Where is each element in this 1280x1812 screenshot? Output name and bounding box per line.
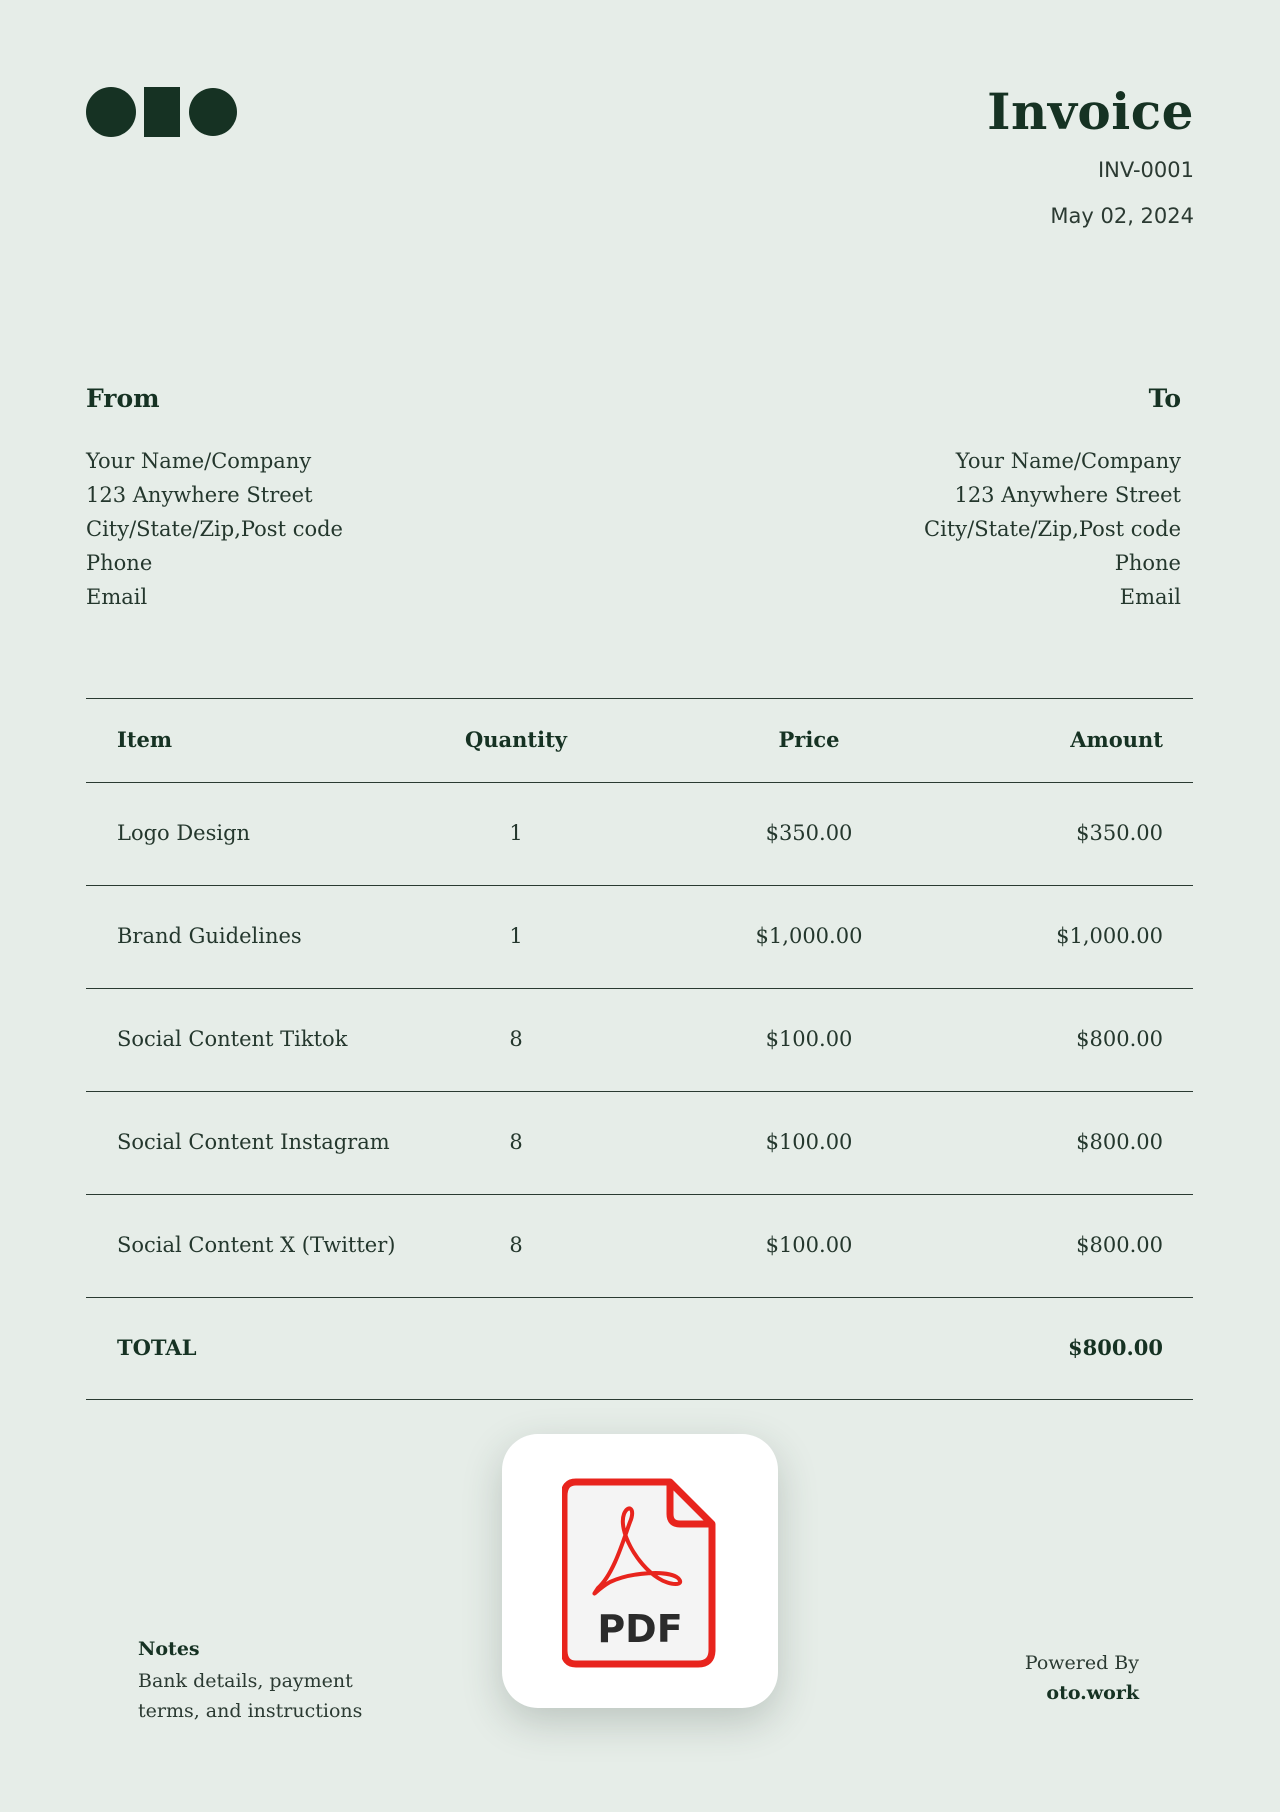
row-amount: $800.00 bbox=[1076, 1130, 1163, 1154]
header-quantity: Quantity bbox=[464, 727, 568, 752]
row-item: Social Content Tiktok bbox=[117, 1027, 348, 1051]
company-logo bbox=[86, 86, 238, 138]
row-price: $100.00 bbox=[765, 1027, 853, 1051]
row-quantity: 1 bbox=[509, 924, 523, 948]
from-address bbox=[86, 444, 343, 614]
from-phone: Phone bbox=[86, 551, 153, 575]
to-phone: Phone bbox=[1114, 551, 1181, 575]
table-top-rule bbox=[86, 698, 1193, 699]
table-header-rule bbox=[86, 782, 1193, 783]
invoice-date: May 02, 2024 bbox=[1050, 204, 1194, 228]
row-rule bbox=[86, 1091, 1193, 1092]
from-street: 123 Anywhere Street bbox=[86, 483, 313, 507]
row-amount: $350.00 bbox=[1076, 821, 1163, 845]
invoice-number: INV-0001 bbox=[1097, 158, 1194, 182]
row-price: $100.00 bbox=[765, 1233, 853, 1257]
pdf-download-card[interactable] bbox=[502, 1434, 778, 1708]
notes-line: terms, and instructions bbox=[138, 1700, 363, 1722]
pdf-label: PDF bbox=[597, 1607, 683, 1651]
logo-circle-right bbox=[189, 88, 237, 136]
to-street: 123 Anywhere Street bbox=[954, 483, 1181, 507]
row-quantity: 8 bbox=[509, 1233, 523, 1257]
invoice-title: Invoice bbox=[987, 82, 1194, 141]
row-item: Logo Design bbox=[117, 821, 251, 845]
to-email: Email bbox=[1119, 585, 1181, 609]
row-quantity: 8 bbox=[509, 1027, 523, 1051]
row-amount: $1,000.00 bbox=[1056, 924, 1163, 948]
total-label: TOTAL bbox=[117, 1335, 197, 1360]
from-city: City/State/Zip,Post code bbox=[86, 517, 343, 541]
to-address bbox=[924, 444, 1181, 614]
row-price: $350.00 bbox=[765, 821, 853, 845]
notes-body bbox=[138, 1666, 362, 1726]
row-item: Social Content X (Twitter) bbox=[117, 1233, 396, 1257]
row-item: Social Content Instagram bbox=[117, 1130, 390, 1154]
row-item: Brand Guidelines bbox=[117, 924, 302, 948]
to-heading: To bbox=[1148, 384, 1181, 413]
row-rule bbox=[86, 1297, 1193, 1298]
powered-by-brand[interactable]: oto.work bbox=[1046, 1682, 1139, 1704]
total-value: $800.00 bbox=[1068, 1335, 1163, 1360]
notes-heading: Notes bbox=[138, 1638, 200, 1660]
row-quantity: 8 bbox=[509, 1130, 523, 1154]
to-city: City/State/Zip,Post code bbox=[924, 517, 1181, 541]
from-heading: From bbox=[86, 384, 160, 413]
row-amount: $800.00 bbox=[1076, 1233, 1163, 1257]
from-email: Email bbox=[86, 585, 148, 609]
from-name: Your Name/Company bbox=[86, 449, 312, 473]
row-price: $1,000.00 bbox=[755, 924, 863, 948]
header-price: Price bbox=[778, 727, 840, 752]
logo-circle-left bbox=[86, 87, 136, 137]
header-amount: Amount bbox=[1070, 727, 1163, 752]
logo-square bbox=[144, 87, 180, 137]
row-amount: $800.00 bbox=[1076, 1027, 1163, 1051]
header-item: Item bbox=[117, 727, 173, 752]
row-rule bbox=[86, 988, 1193, 989]
pdf-file-icon bbox=[562, 1478, 718, 1668]
table-bottom-rule bbox=[86, 1399, 1193, 1400]
powered-by-label: Powered By bbox=[1024, 1652, 1139, 1674]
row-rule bbox=[86, 1194, 1193, 1195]
to-name: Your Name/Company bbox=[955, 449, 1181, 473]
notes-line: Bank details, payment bbox=[138, 1670, 353, 1692]
row-quantity: 1 bbox=[509, 821, 523, 845]
row-price: $100.00 bbox=[765, 1130, 853, 1154]
row-rule bbox=[86, 885, 1193, 886]
